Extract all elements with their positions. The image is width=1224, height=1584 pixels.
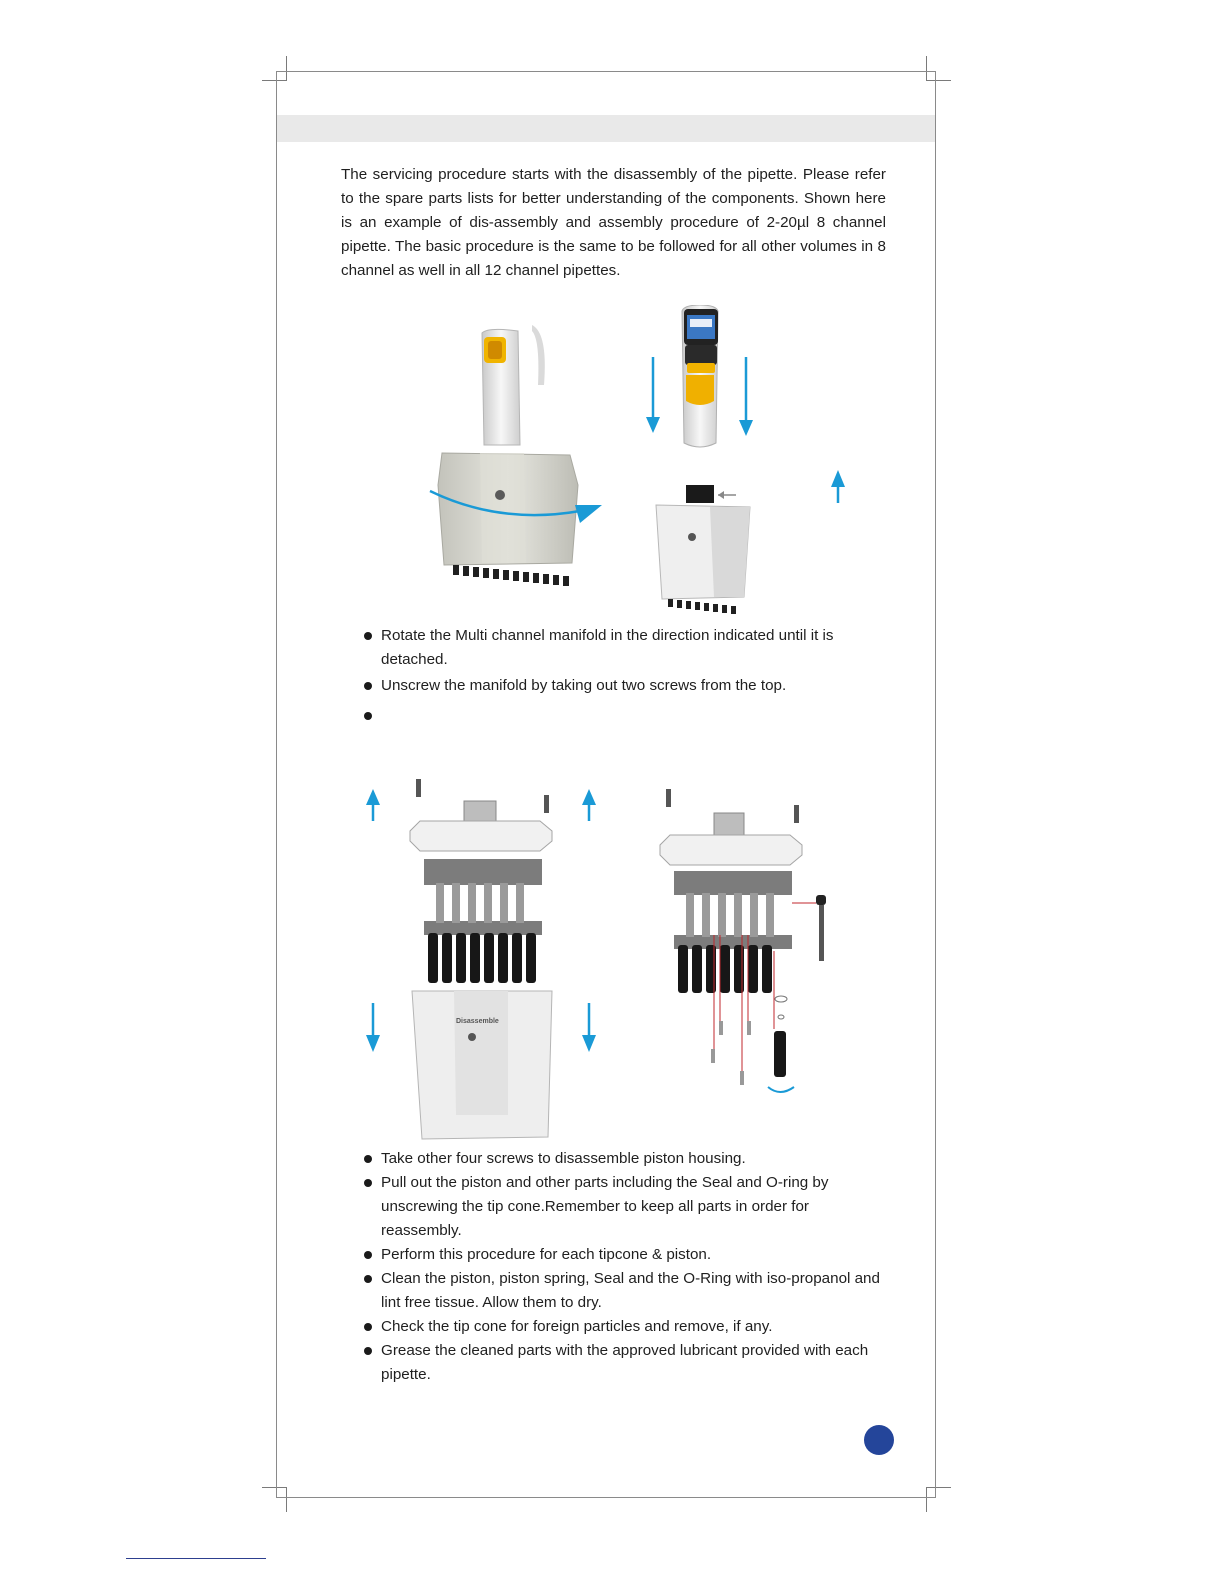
header-band	[277, 115, 935, 142]
crop-mark-bl-h	[262, 1487, 287, 1488]
crop-mark-br-h	[926, 1487, 951, 1488]
bullet-item: Check the tip cone for foreign particles and remove, if any.	[360, 1315, 880, 1339]
bullet-list-bottom	[360, 1147, 880, 1387]
page-marker-dot	[864, 1425, 894, 1455]
bullet-item: Take other four screws to disassemble piston housing.	[360, 1147, 880, 1171]
crop-mark-tl-v	[286, 56, 287, 81]
piston-housing-exploded-illustration	[650, 785, 850, 1100]
crop-mark-tr-v	[926, 56, 927, 81]
handle-detach-illustration	[640, 305, 860, 615]
manifold-exploded-illustration	[360, 775, 610, 1150]
frame-top	[276, 71, 936, 72]
bullet-item: Grease the cleaned parts with the approved lubricant provided with each pipette.	[360, 1339, 880, 1387]
crop-mark-bl-v	[286, 1487, 287, 1512]
frame-bottom	[276, 1497, 936, 1498]
bullet-item: Unscrew the manifold by taking out two screws from the top.	[360, 674, 880, 698]
bullet-item: Rotate the Multi channel manifold in the direction indicated until it is detached.	[360, 624, 880, 672]
crop-mark-br-v	[926, 1487, 927, 1512]
frame-left	[276, 71, 277, 1498]
bullet-item	[360, 704, 880, 728]
footnote-rule	[126, 1558, 266, 1559]
manifold-rotate-illustration	[420, 325, 610, 610]
frame-right	[935, 71, 936, 1498]
bullet-list-top	[360, 624, 880, 728]
crop-mark-tr-h	[926, 80, 951, 81]
crop-mark-tl-h	[262, 80, 287, 81]
disassemble-label: Disassemble	[456, 1018, 499, 1025]
intro-paragraph: The servicing procedure starts with the disassembly of the pipette. Please refer to the spare parts lists for better understanding of the components. Shown here is an example of dis-assembly and assembly procedure of 2-20µl 8 channel pipette. The basic procedure is the same to be followed for all other volumes in 8 channel as well in all 12 channel pipettes.	[341, 166, 886, 279]
bullet-item: Pull out the piston and other parts including the Seal and O-ring by unscrewing the tip cone.Remember to keep all parts in order for reassembly.	[360, 1171, 880, 1243]
bullet-item: Perform this procedure for each tipcone & piston.	[360, 1243, 880, 1267]
bullet-item: Clean the piston, piston spring, Seal and the O-Ring with iso-propanol and lint free tissue. Allow them to dry.	[360, 1267, 880, 1315]
